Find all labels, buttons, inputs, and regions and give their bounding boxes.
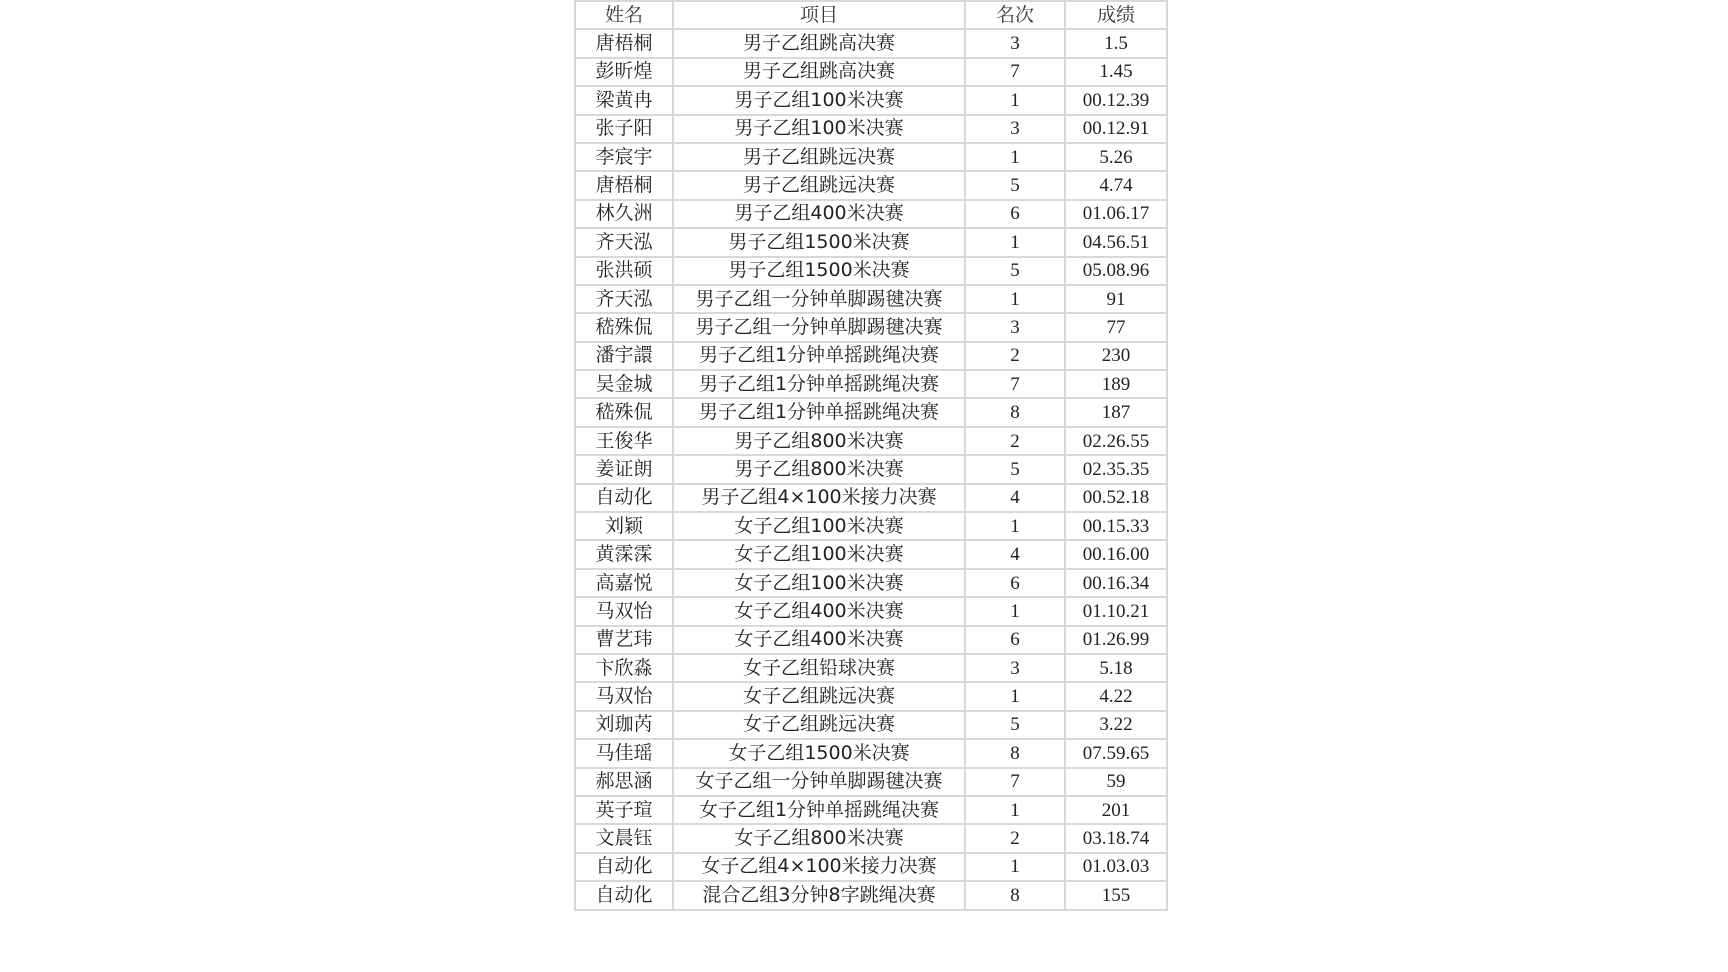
table-row [575, 654, 1167, 682]
cell-name: 王俊华 [575, 427, 673, 455]
cell-score: 4.74 [1065, 171, 1167, 199]
results-table-container [574, 0, 1166, 972]
cell-rank: 1 [965, 512, 1065, 540]
cell-name: 嵇殊侃 [575, 313, 673, 341]
cell-rank: 8 [965, 739, 1065, 767]
results-table [574, 0, 1168, 911]
table-row [575, 739, 1167, 767]
cell-name: 刘珈芮 [575, 711, 673, 739]
cell-rank: 8 [965, 398, 1065, 426]
cell-name: 唐梧桐 [575, 171, 673, 199]
table-row [575, 569, 1167, 597]
cell-rank: 1 [965, 796, 1065, 824]
cell-score: 1.45 [1065, 58, 1167, 86]
cell-score: 3.22 [1065, 711, 1167, 739]
header-event: 项目 [673, 1, 965, 29]
header-score: 成绩 [1065, 1, 1167, 29]
header-row [575, 1, 1167, 29]
cell-event: 男子乙组跳高决赛 [673, 58, 965, 86]
cell-rank: 1 [965, 682, 1065, 710]
cell-event: 男子乙组1分钟单摇跳绳决赛 [673, 342, 965, 370]
cell-score: 04.56.51 [1065, 228, 1167, 256]
cell-name: 马双怡 [575, 597, 673, 625]
cell-event: 女子乙组400米决赛 [673, 597, 965, 625]
cell-score: 01.06.17 [1065, 200, 1167, 228]
cell-name: 张洪硕 [575, 257, 673, 285]
header-rank: 名次 [965, 1, 1065, 29]
cell-event: 男子乙组1500米决赛 [673, 257, 965, 285]
cell-name: 齐天泓 [575, 285, 673, 313]
table-row [575, 597, 1167, 625]
cell-event: 男子乙组400米决赛 [673, 200, 965, 228]
cell-event: 男子乙组800米决赛 [673, 455, 965, 483]
table-row [575, 200, 1167, 228]
cell-score: 00.16.34 [1065, 569, 1167, 597]
cell-event: 女子乙组铅球决赛 [673, 654, 965, 682]
table-row [575, 768, 1167, 796]
cell-rank: 1 [965, 597, 1065, 625]
cell-score: 00.15.33 [1065, 512, 1167, 540]
cell-score: 5.26 [1065, 143, 1167, 171]
cell-name: 林久洲 [575, 200, 673, 228]
cell-score: 155 [1065, 881, 1167, 909]
cell-event: 女子乙组跳远决赛 [673, 711, 965, 739]
cell-rank: 5 [965, 711, 1065, 739]
cell-name: 自动化 [575, 881, 673, 909]
table-row [575, 313, 1167, 341]
cell-name: 唐梧桐 [575, 29, 673, 57]
cell-rank: 6 [965, 626, 1065, 654]
table-row [575, 796, 1167, 824]
cell-name: 郝思涵 [575, 768, 673, 796]
cell-name: 潘宇譞 [575, 342, 673, 370]
cell-rank: 5 [965, 171, 1065, 199]
table-row [575, 342, 1167, 370]
cell-score: 01.10.21 [1065, 597, 1167, 625]
cell-event: 男子乙组跳高决赛 [673, 29, 965, 57]
cell-event: 女子乙组100米决赛 [673, 512, 965, 540]
table-header [575, 1, 1167, 29]
cell-score: 03.18.74 [1065, 824, 1167, 852]
cell-event: 男子乙组1500米决赛 [673, 228, 965, 256]
table-body [575, 29, 1167, 909]
cell-rank: 3 [965, 115, 1065, 143]
cell-score: 59 [1065, 768, 1167, 796]
cell-name: 卞欣淼 [575, 654, 673, 682]
table-row [575, 285, 1167, 313]
cell-event: 女子乙组400米决赛 [673, 626, 965, 654]
cell-event: 男子乙组一分钟单脚踢毽决赛 [673, 313, 965, 341]
table-row [575, 370, 1167, 398]
table-row [575, 853, 1167, 881]
cell-event: 混合乙组3分钟8字跳绳决赛 [673, 881, 965, 909]
cell-score: 00.52.18 [1065, 484, 1167, 512]
cell-event: 男子乙组1分钟单摇跳绳决赛 [673, 398, 965, 426]
table-row [575, 484, 1167, 512]
table-row [575, 427, 1167, 455]
cell-score: 4.22 [1065, 682, 1167, 710]
cell-score: 02.35.35 [1065, 455, 1167, 483]
cell-rank: 2 [965, 824, 1065, 852]
cell-name: 李宸宇 [575, 143, 673, 171]
table-row [575, 58, 1167, 86]
cell-rank: 7 [965, 768, 1065, 796]
cell-name: 曹艺玮 [575, 626, 673, 654]
cell-name: 黄霂霂 [575, 540, 673, 568]
cell-rank: 7 [965, 58, 1065, 86]
cell-event: 女子乙组1500米决赛 [673, 739, 965, 767]
cell-event: 男子乙组跳远决赛 [673, 171, 965, 199]
cell-rank: 1 [965, 228, 1065, 256]
cell-rank: 5 [965, 455, 1065, 483]
cell-rank: 2 [965, 427, 1065, 455]
cell-name: 张子阳 [575, 115, 673, 143]
cell-name: 马佳瑶 [575, 739, 673, 767]
cell-score: 91 [1065, 285, 1167, 313]
table-row [575, 29, 1167, 57]
table-row [575, 171, 1167, 199]
cell-event: 女子乙组4×100米接力决赛 [673, 853, 965, 881]
table-row [575, 228, 1167, 256]
cell-name: 高嘉悦 [575, 569, 673, 597]
cell-score: 00.16.00 [1065, 540, 1167, 568]
cell-event: 女子乙组100米决赛 [673, 540, 965, 568]
cell-name: 英子瑄 [575, 796, 673, 824]
cell-event: 女子乙组1分钟单摇跳绳决赛 [673, 796, 965, 824]
cell-event: 女子乙组800米决赛 [673, 824, 965, 852]
cell-name: 姜证朗 [575, 455, 673, 483]
cell-name: 刘颖 [575, 512, 673, 540]
table-row [575, 540, 1167, 568]
cell-event: 女子乙组跳远决赛 [673, 682, 965, 710]
cell-event: 男子乙组跳远决赛 [673, 143, 965, 171]
cell-score: 201 [1065, 796, 1167, 824]
table-row [575, 711, 1167, 739]
cell-rank: 3 [965, 654, 1065, 682]
cell-score: 187 [1065, 398, 1167, 426]
cell-score: 189 [1065, 370, 1167, 398]
cell-score: 230 [1065, 342, 1167, 370]
table-row [575, 257, 1167, 285]
table-row [575, 512, 1167, 540]
cell-score: 00.12.39 [1065, 86, 1167, 114]
cell-name: 齐天泓 [575, 228, 673, 256]
table-row [575, 398, 1167, 426]
table-row [575, 626, 1167, 654]
cell-name: 自动化 [575, 484, 673, 512]
cell-event: 男子乙组一分钟单脚踢毽决赛 [673, 285, 965, 313]
cell-rank: 1 [965, 285, 1065, 313]
cell-rank: 1 [965, 86, 1065, 114]
cell-rank: 3 [965, 313, 1065, 341]
cell-score: 02.26.55 [1065, 427, 1167, 455]
cell-score: 01.26.99 [1065, 626, 1167, 654]
table-row [575, 881, 1167, 909]
table-row [575, 143, 1167, 171]
table-row [575, 86, 1167, 114]
cell-score: 1.5 [1065, 29, 1167, 57]
cell-name: 吴金城 [575, 370, 673, 398]
cell-name: 彭昕煌 [575, 58, 673, 86]
cell-rank: 3 [965, 29, 1065, 57]
cell-rank: 6 [965, 200, 1065, 228]
cell-event: 男子乙组800米决赛 [673, 427, 965, 455]
cell-rank: 8 [965, 881, 1065, 909]
cell-event: 女子乙组一分钟单脚踢毽决赛 [673, 768, 965, 796]
cell-name: 马双怡 [575, 682, 673, 710]
cell-rank: 5 [965, 257, 1065, 285]
cell-event: 男子乙组100米决赛 [673, 86, 965, 114]
cell-name: 自动化 [575, 853, 673, 881]
cell-event: 男子乙组1分钟单摇跳绳决赛 [673, 370, 965, 398]
table-row [575, 115, 1167, 143]
table-row [575, 682, 1167, 710]
cell-rank: 1 [965, 853, 1065, 881]
cell-rank: 6 [965, 569, 1065, 597]
table-row [575, 455, 1167, 483]
header-name: 姓名 [575, 1, 673, 29]
cell-score: 07.59.65 [1065, 739, 1167, 767]
cell-rank: 1 [965, 143, 1065, 171]
cell-name: 嵇殊侃 [575, 398, 673, 426]
cell-rank: 2 [965, 342, 1065, 370]
cell-rank: 4 [965, 540, 1065, 568]
cell-score: 05.08.96 [1065, 257, 1167, 285]
cell-score: 5.18 [1065, 654, 1167, 682]
cell-score: 00.12.91 [1065, 115, 1167, 143]
cell-rank: 7 [965, 370, 1065, 398]
cell-rank: 4 [965, 484, 1065, 512]
cell-name: 文晨钰 [575, 824, 673, 852]
cell-event: 女子乙组100米决赛 [673, 569, 965, 597]
table-row [575, 824, 1167, 852]
cell-event: 男子乙组100米决赛 [673, 115, 965, 143]
cell-score: 01.03.03 [1065, 853, 1167, 881]
cell-score: 77 [1065, 313, 1167, 341]
cell-event: 男子乙组4×100米接力决赛 [673, 484, 965, 512]
cell-name: 梁黄冉 [575, 86, 673, 114]
